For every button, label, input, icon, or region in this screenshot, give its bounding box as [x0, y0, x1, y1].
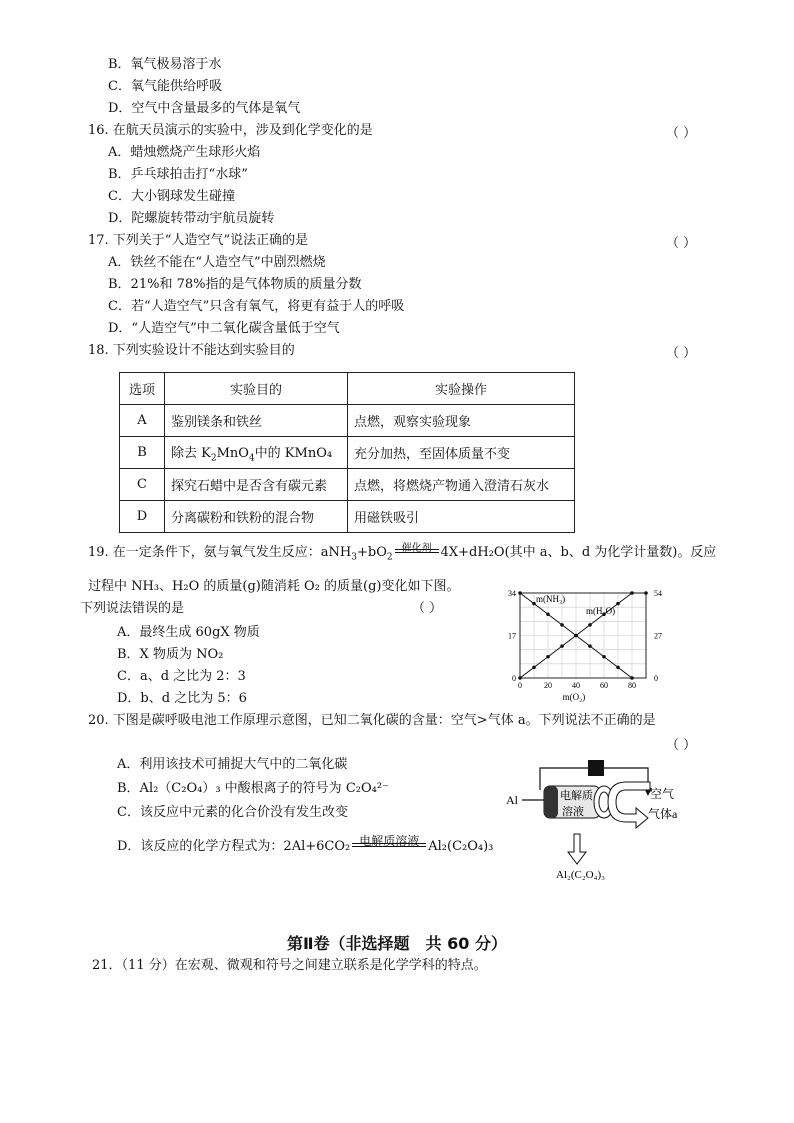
- q17-option-a: A．铁丝不能在“人造空气”中剧烈燃烧: [108, 255, 326, 270]
- al-label: Al: [506, 793, 518, 807]
- q21-stem: 21．（11 分）在宏观、微观和符号之间建立联系是化学学科的特点。: [92, 958, 487, 973]
- series-label-nh3: m(NH₃): [536, 594, 566, 604]
- q18-stem: 18. 下列实验设计不能达到实验目的: [88, 343, 295, 358]
- row-operation: 充分加热，至固体质量不变: [348, 437, 575, 469]
- load-box: [588, 760, 604, 776]
- data-point: [630, 676, 634, 680]
- data-point: [630, 591, 634, 595]
- catalyst-arrow: [395, 543, 439, 556]
- row-option: D: [120, 501, 165, 533]
- table-header-row: [120, 373, 575, 405]
- q15-option-d: D．空气中含量最多的气体是氧气: [108, 101, 301, 116]
- q20-option-d: D．该反应的化学方程式为：2Al+6CO₂ 电解质溶液 Al₂(C₂O₄)₃: [117, 834, 494, 854]
- product-label: Al₂(C₂O₄)₃: [556, 869, 605, 881]
- q16-option-a: A．蜡烛燃烧产生球形火焰: [108, 145, 261, 160]
- condition-arrow: [352, 834, 426, 850]
- data-point: [616, 602, 620, 606]
- row-operation: 用磁铁吸引: [348, 501, 575, 533]
- data-point: [532, 666, 536, 670]
- q18-answer-blank: （ ）: [666, 346, 697, 361]
- catalyst-label: 催化剂: [401, 543, 432, 554]
- product-down-arrow-icon: [568, 834, 586, 864]
- data-point: [644, 591, 648, 595]
- data-point: [616, 666, 620, 670]
- row-operation: 点燃，将燃烧产物通入澄清石灰水: [348, 469, 575, 501]
- data-point: [546, 612, 550, 616]
- data-point: [574, 634, 578, 638]
- x-axis-label: m(O₂): [562, 692, 586, 702]
- data-point: [588, 644, 592, 648]
- q16-option-b: B．乒乓球拍击打“水球”: [108, 167, 248, 182]
- q19-option-c: C．a、d 之比为 2：3: [117, 669, 246, 684]
- q16-option-c: C．大小钢球发生碰撞: [108, 189, 235, 204]
- row-aim: 鉴别镁条和铁丝: [165, 405, 348, 437]
- q17-option-c: C．若“人造空气”只含有氧气，将更有益于人的呼吸: [108, 299, 405, 314]
- row-aim: 分离碳粉和铁粉的混合物: [165, 501, 348, 533]
- q19-line-chart: [500, 585, 680, 705]
- gas-flow-arrow-icon: [608, 782, 650, 828]
- q16-option-d: D．陀螺旋转带动宇航员旋转: [108, 211, 275, 226]
- q15-option-c: C．氧气能供给呼吸: [108, 79, 222, 94]
- carbon-battery-diagram: [500, 752, 700, 882]
- chart-ticks: [508, 589, 662, 690]
- data-point: [518, 676, 522, 680]
- q16-answer-blank: （ ）: [666, 126, 697, 141]
- q17-option-d: D．“人造空气”中二氧化碳含量低于空气: [108, 321, 340, 336]
- y-left-tick-label: 0: [512, 674, 516, 683]
- q16-stem: 16. 在航天员演示的实验中，涉及到化学变化的是: [88, 123, 373, 138]
- y-right-tick-label: 0: [654, 674, 658, 683]
- q19-option-d: D．b、d 之比为 5：6: [117, 691, 247, 706]
- q20-option-a: A．利用该技术可捕捉大气中的二氧化碳: [117, 757, 348, 772]
- row-aim: 探究石蜡中是否含有碳元素: [165, 469, 348, 501]
- header-aim: 实验目的: [165, 373, 348, 405]
- q17-option-b: B．21%和 78%指的是气体物质的质量分数: [108, 277, 362, 292]
- x-tick-label: 40: [572, 681, 580, 690]
- section-heading: 第Ⅱ卷（非选择题 共 60 分）: [287, 934, 507, 953]
- x-tick-label: 80: [628, 681, 636, 690]
- x-tick-label: 0: [518, 681, 522, 690]
- q17-stem: 17. 下列关于“人造空气”说法正确的是: [88, 233, 309, 248]
- row-operation: 点燃，观察实验现象: [348, 405, 575, 437]
- y-right-tick-label: 27: [654, 631, 662, 641]
- data-point: [546, 655, 550, 659]
- q19-line3: 下列说法错误的是: [80, 601, 185, 616]
- x-tick-label: 20: [544, 681, 552, 690]
- y-left-tick-label: 34: [508, 589, 516, 598]
- header-operation: 实验操作: [348, 373, 575, 405]
- q20-stem: 20. 下图是碳呼吸电池工作原理示意图，已知二氧化碳的含量：空气>气体 a。下列说法不正确的是: [88, 713, 656, 728]
- q19-answer-blank: （ ）: [412, 601, 443, 616]
- q20-option-c: C．该反应中元素的化合价没有发生改变: [117, 805, 348, 820]
- chart-grid: [520, 593, 646, 678]
- electrolyte-label-2: 溶液: [562, 806, 584, 818]
- q18-experiment-table: [119, 372, 575, 533]
- q19-option-b: B．X 物质为 NO₂: [117, 647, 224, 662]
- electrolyte-label-1: 电解质: [560, 790, 593, 802]
- y-left-tick-label: 17: [508, 631, 516, 641]
- table-row: [120, 405, 575, 437]
- q17-answer-blank: （ ）: [666, 236, 697, 251]
- data-point: [560, 623, 564, 627]
- q15-option-b: B．氧气极易溶于水: [108, 57, 222, 72]
- q20-answer-blank: （ ）: [666, 738, 697, 753]
- table-row: [120, 469, 575, 501]
- row-option: C: [120, 469, 165, 501]
- condition-label: 电解质溶液: [359, 834, 420, 848]
- air-label: 空气: [650, 787, 675, 801]
- header-option: 选项: [120, 373, 165, 405]
- data-point: [588, 623, 592, 627]
- data-point: [602, 655, 606, 659]
- data-point: [560, 644, 564, 648]
- row-aim: 除去 $K_2MnO_4$中的 KMnO₄: [165, 437, 348, 469]
- q19-option-a: A．最终生成 60gX 物质: [117, 625, 260, 640]
- gas-a-label: 气体a: [648, 807, 678, 821]
- table-row: [120, 501, 575, 533]
- row-option: A: [120, 405, 165, 437]
- row-option: B: [120, 437, 165, 469]
- q19-line2: 过程中 NH₃、H₂O 的质量(g)随消耗 O₂ 的质量(g)变化如下图。: [88, 579, 460, 594]
- data-point: [518, 591, 522, 595]
- y-right-tick-label: 54: [654, 589, 662, 598]
- x-tick-label: 60: [600, 681, 608, 690]
- q19-stem: 19. 在一定条件下，氨与氧气发生反应：$aNH_3+bO_2$ 催化剂 4X+dH₂O(其中 a、b、d 为化学计量数)。反应: [88, 544, 716, 567]
- series-label-h2o: m(H₂O): [586, 606, 616, 616]
- q20-option-b: B．Al₂（C₂O₄）₃ 中酸根离子的符号为 C₂O₄²⁻: [117, 781, 389, 796]
- table-row: [120, 437, 575, 469]
